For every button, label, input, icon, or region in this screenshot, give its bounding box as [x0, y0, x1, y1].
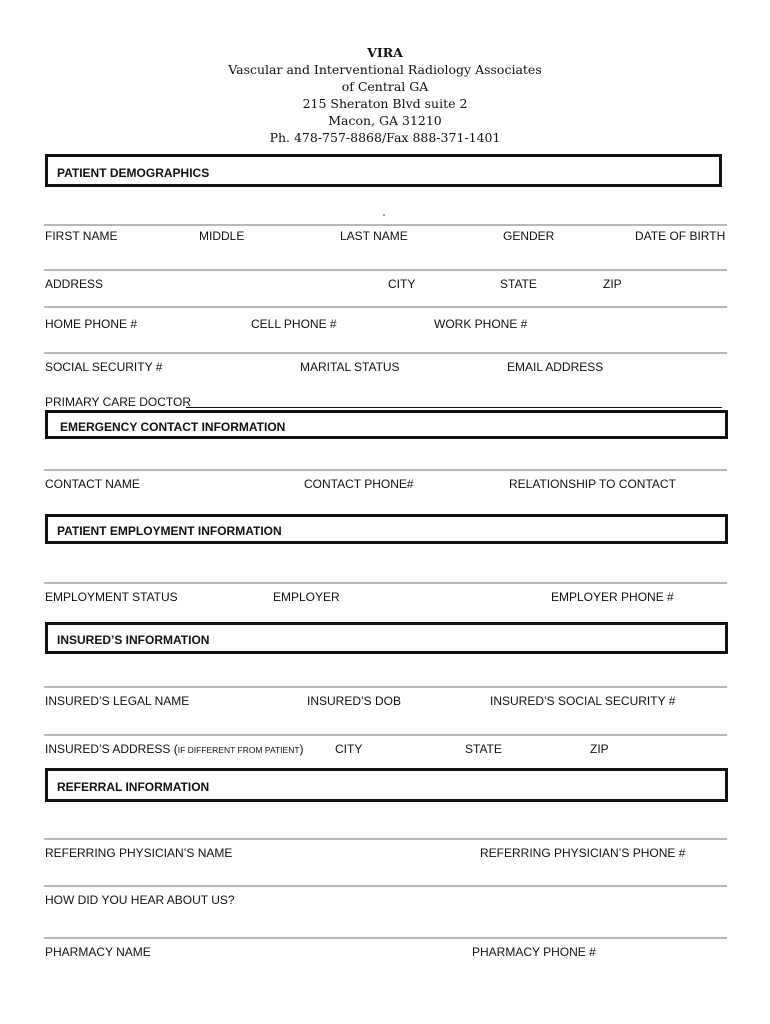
- relationship-label: RELATIONSHIP TO CONTACT: [509, 477, 676, 491]
- city-label: CITY: [388, 277, 416, 291]
- email-address-label: EMAIL ADDRESS: [507, 360, 604, 374]
- stray-mark: [383, 214, 385, 216]
- section-referral-information: [45, 768, 728, 802]
- insured-city-label: CITY: [335, 742, 363, 756]
- insured-address-suffix: ): [299, 742, 304, 756]
- field-line[interactable]: [44, 885, 727, 887]
- pharmacy-name-label: PHARMACY NAME: [45, 945, 151, 959]
- practice-region: of Central GA: [341, 79, 429, 94]
- employer-phone-label: EMPLOYER PHONE #: [551, 590, 674, 604]
- field-line[interactable]: [44, 937, 727, 939]
- practice-city-state: Macon, GA 31210: [328, 113, 442, 128]
- home-phone-label: HOME PHONE #: [45, 317, 138, 331]
- primary-care-doctor-field[interactable]: [186, 407, 722, 408]
- insured-address-label: [45, 742, 304, 757]
- practice-name: VIRA: [367, 45, 403, 60]
- insured-state-label: STATE: [465, 742, 502, 756]
- contact-name-label: CONTACT NAME: [45, 477, 140, 491]
- field-line[interactable]: [44, 686, 727, 688]
- field-line[interactable]: [44, 838, 727, 840]
- field-line[interactable]: [44, 306, 727, 308]
- practice-header: [0, 44, 770, 146]
- field-line[interactable]: [44, 269, 727, 271]
- practice-full-name: Vascular and Interventional Radiology Associates: [228, 62, 542, 77]
- field-line[interactable]: [44, 734, 727, 736]
- section-title: EMERGENCY CONTACT INFORMATION: [60, 420, 286, 434]
- zip-label: ZIP: [603, 277, 622, 291]
- referring-physician-phone-label: REFERRING PHYSICIAN’S PHONE #: [480, 846, 686, 860]
- address-label: ADDRESS: [45, 277, 104, 291]
- social-security-label: SOCIAL SECURITY #: [45, 360, 163, 374]
- primary-care-doctor-label: PRIMARY CARE DOCTOR: [45, 395, 192, 409]
- last-name-label: LAST NAME: [340, 229, 408, 243]
- insured-address-prefix: INSURED’S ADDRESS (: [45, 742, 178, 756]
- section-patient-demographics: [45, 154, 722, 187]
- field-line[interactable]: [44, 224, 727, 226]
- section-insured-information: [45, 622, 728, 654]
- work-phone-label: WORK PHONE #: [434, 317, 528, 331]
- field-line[interactable]: [44, 469, 727, 471]
- practice-street: 215 Sheraton Blvd suite 2: [302, 96, 468, 111]
- first-name-label: FIRST NAME: [45, 229, 118, 243]
- cell-phone-label: CELL PHONE #: [251, 317, 337, 331]
- section-title: INSURED’S INFORMATION: [57, 633, 210, 647]
- insured-legal-name-label: INSURED’S LEGAL NAME: [45, 694, 190, 708]
- middle-name-label: MIDDLE: [199, 229, 245, 243]
- gender-label: GENDER: [503, 229, 555, 243]
- how-heard-label: HOW DID YOU HEAR ABOUT US?: [45, 893, 235, 907]
- field-line[interactable]: [44, 352, 727, 354]
- practice-phone-fax: Ph. 478-757-8868/Fax 888-371-1401: [269, 130, 501, 145]
- contact-phone-label: CONTACT PHONE#: [304, 477, 414, 491]
- employer-label: EMPLOYER: [273, 590, 340, 604]
- insured-zip-label: ZIP: [590, 742, 609, 756]
- referring-physician-name-label: REFERRING PHYSICIAN’S NAME: [45, 846, 233, 860]
- insured-ssn-label: INSURED’S SOCIAL SECURITY #: [490, 694, 676, 708]
- insured-address-note: IF DIFFERENT FROM PATIENT: [177, 745, 300, 755]
- insured-dob-label: INSURED’S DOB: [307, 694, 402, 708]
- section-title: PATIENT EMPLOYMENT INFORMATION: [57, 524, 282, 538]
- field-line[interactable]: [44, 582, 727, 584]
- section-title: PATIENT DEMOGRAPHICS: [57, 166, 210, 180]
- state-label: STATE: [500, 277, 537, 291]
- section-patient-employment: [45, 514, 728, 544]
- marital-status-label: MARITAL STATUS: [300, 360, 400, 374]
- employment-status-label: EMPLOYMENT STATUS: [45, 590, 178, 604]
- section-emergency-contact: [45, 410, 728, 439]
- section-title: REFERRAL INFORMATION: [57, 780, 210, 794]
- date-of-birth-label: DATE OF BIRTH: [635, 229, 726, 243]
- pharmacy-phone-label: PHARMACY PHONE #: [472, 945, 596, 959]
